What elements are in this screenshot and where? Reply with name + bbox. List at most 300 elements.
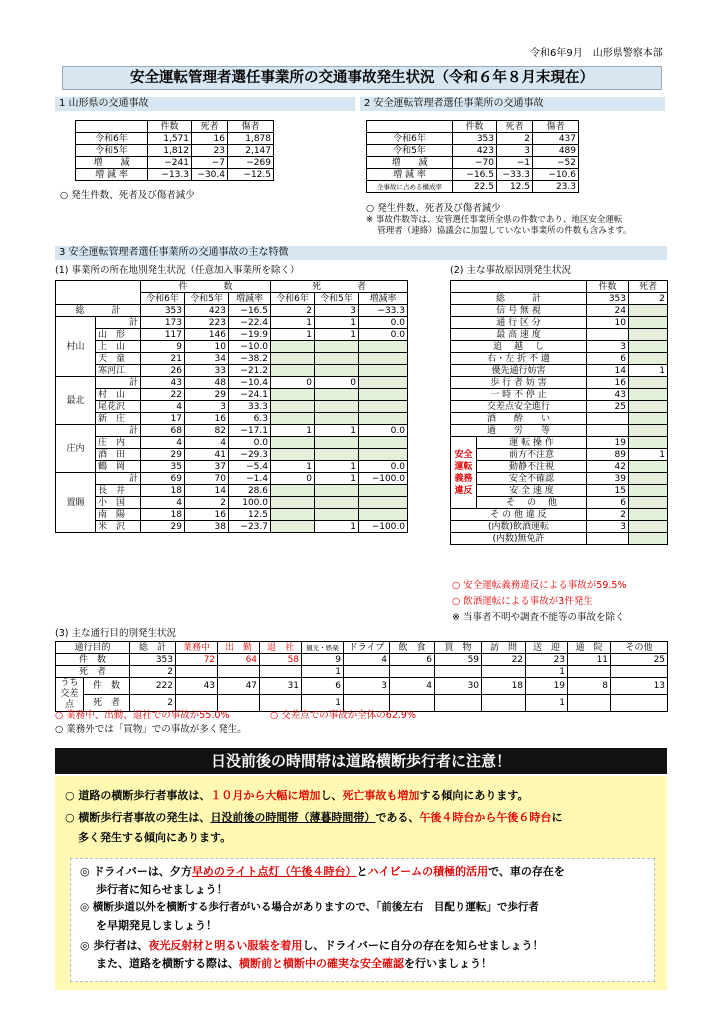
table-cell: 16 [587,377,629,389]
table-cell: −16.5 [229,305,271,317]
table-cell: 運 転 操 作 [477,437,587,449]
table-cell: 4 [141,497,185,509]
table-cell [629,341,668,353]
table-cell: 3 [344,678,390,695]
table-cell: −21.2 [229,365,271,377]
table-cell: 41 [185,449,229,461]
table-cell: そ の 他 違 反 [451,509,587,521]
table-cell: そ の 他 [477,497,587,509]
table-cell [271,449,315,461]
table-cell: −269 [228,157,274,169]
table-cell: −241 [148,157,192,169]
table-cell [587,425,629,437]
table-cell: 件 数 [56,654,130,666]
table-cell [315,509,359,521]
s2-note-1: ○ 発生件数、死者及び傷者減少 [366,203,501,214]
table-cell [568,695,611,712]
table-cell [315,437,359,449]
table-cell: 2 [130,695,176,712]
table-cell [390,695,435,712]
table-cell: 89 [587,449,629,461]
col-header: 傷者 [228,121,274,133]
table-cell [587,329,629,341]
table-location [55,280,408,533]
table-cell: 4 [344,654,390,666]
table-cell: 全事故に占める構成率 [367,181,453,193]
table-cell: 一 時 不 停 止 [451,389,587,401]
table-cell: 146 [185,329,229,341]
table-cell: 通 行 区 分 [451,317,587,329]
table-cell: 3 [587,521,629,533]
table-cell: 69 [141,473,185,485]
table-cell: 173 [141,317,185,329]
table-cell [359,341,408,353]
table-cell: 令和6年 [367,133,453,145]
table-cell: 死 者 [56,666,130,678]
page-title: 安全運転管理者選任事業所の交通事故発生状況（令和６年８月末現在） [62,66,662,90]
table-row [56,642,668,654]
table-cell: 安全運転義務違反 [451,437,477,509]
table-cell [359,401,408,413]
table-cell: 70 [185,473,229,485]
table-row [56,473,408,485]
table-row [56,413,408,425]
table-cell: 47 [218,678,260,695]
table-cell: 437 [533,133,579,145]
table-cell: 訪 問 [482,642,526,654]
table-cell [271,413,315,425]
table-cell [359,497,408,509]
table-cell: 14 [185,485,229,497]
advice-crossing-2: を早期発見しましょう！ [96,919,217,932]
table-cell [435,666,482,678]
table-cell: 通行目的 [56,642,130,654]
table-row [451,293,668,305]
table-cell: 業務中 [176,642,218,654]
table-cell: 423 [453,145,497,157]
table-cell: 38 [185,521,229,533]
table-cell: 6 [587,353,629,365]
table-cell: 4 [141,437,185,449]
table-cell: 0.0 [229,437,271,449]
table-cell [359,509,408,521]
table-cell: 24 [587,305,629,317]
table-cell [629,485,668,497]
table-cell [176,666,218,678]
table-row [451,449,668,461]
purpose-note-3: ○ 業務外では「買物」での事故が多く発生。 [55,724,247,735]
table-cell: 1 [271,317,315,329]
table-cell [629,329,668,341]
table-cell: −52 [533,157,579,169]
table-purpose [55,641,668,712]
table-cell: −100.0 [359,473,408,485]
table-cell: 1 [271,461,315,473]
table-cell [359,413,408,425]
table-cell: 43 [141,377,185,389]
table-cell: 令和5年 [76,145,148,157]
table-cell: 1 [271,425,315,437]
table-row [56,497,408,509]
table-cell [482,695,526,712]
table-cell: 43 [176,678,218,695]
section2-title: 2 安全運転管理者選任事業所の交通事故 [360,97,665,111]
table-cell: 退 社 [260,642,302,654]
table-cell: 18 [141,485,185,497]
table-cell [629,461,668,473]
purpose-note-2: ○ 交差点での事故が全体の62.9% [270,710,416,721]
table-cell: −10.4 [229,377,271,389]
table-cell: 0 [271,473,315,485]
table-cell: −22.4 [229,317,271,329]
table-row [451,533,668,545]
table-cell: 計 [96,377,141,389]
cause-note-1: ○ 安全運転義務違反による事故が59.5% [452,580,627,591]
table-row [56,365,408,377]
table-cell: 酒 田 [96,449,141,461]
table-cell: 新 庄 [96,413,141,425]
table-cell: 令和5年 [185,293,229,305]
table-cell: 天 童 [96,353,141,365]
table-cell: 鶴 岡 [96,461,141,473]
table-cell: 2 [497,133,533,145]
table-cell: 2 [587,509,629,521]
table-cell: 増 減 率 [76,169,148,181]
table-cell: 出 勤 [218,642,260,654]
table-cell: 30 [435,678,482,695]
table-cell [611,666,668,678]
table-cell: 令和6年 [271,293,315,305]
table-cell: 29 [141,449,185,461]
table-row [451,365,668,377]
table-cell: 68 [141,425,185,437]
table-row [56,329,408,341]
table-cell: 12.5 [229,509,271,521]
table-cell [315,401,359,413]
table-cell [629,413,668,425]
table-cell: 18 [482,678,526,695]
table-row [56,666,668,678]
table-cell: 1 [315,425,359,437]
table-cell: 34 [185,353,229,365]
table-row [451,329,668,341]
table-cell: ドライブ [344,642,390,654]
table-cell [271,509,315,521]
cause-note-2: ○ 飲酒運転による事故が3件発生 [452,596,593,607]
table-cell: 353 [587,293,629,305]
table-cell: 増減率 [229,293,271,305]
table-cell: 酒 酔 い [451,413,587,425]
table-cell: 令和5年 [315,293,359,305]
table-cell: 信 号 無 視 [451,305,587,317]
table-cell: 歩 行 者 妨 害 [451,377,587,389]
warning-line-2: ○ 横断歩行者事故の発生は、日没前後の時間帯（薄暮時間帯）である、午後４時台から午後６時台に [65,811,563,824]
table-cell: 追 越 し [451,341,587,353]
table-row [56,695,668,712]
table-cell: 222 [130,678,176,695]
header-org: 令和6年9月 山形県警察本部 [530,48,663,59]
table-cell [611,695,668,712]
blank-header [451,281,587,293]
table-cell: 令和6年 [141,293,185,305]
col-header: 件数 [453,121,497,133]
advice-pedestrian-2: また、道路を横断する際は、横断前と横断中の確実な安全確認を行いましょう！ [96,957,492,970]
table-row [451,509,668,521]
table-cell: 前方不注意 [477,449,587,461]
table-cell: 15 [587,485,629,497]
table-cell: −70 [453,157,497,169]
table-cell: 総 計 [56,305,141,317]
table-cell: 9 [141,341,185,353]
table-cell [271,365,315,377]
table-cell: 令和6年 [76,133,148,145]
table-causes [450,280,668,545]
table-row [451,341,668,353]
table-cell: 小 国 [96,497,141,509]
table-cell: −5.4 [229,461,271,473]
table-cell: 0 [271,377,315,389]
purpose-note-1: ○ 業務中、出勤、退社での事故が55.0% [55,710,230,721]
table-row [451,389,668,401]
section3-title: 3 安全運転管理者選任事業所の交通事故の主な特徴 [55,246,667,260]
table-cell: 最北 [56,377,96,425]
sub2-title: (2) 主な事故原因別発生状況 [450,265,571,276]
table-cell: 庄 内 [96,437,141,449]
table-cell: −12.5 [228,169,274,181]
advice-driver: ◎ ドライバーは、夕方早めのライト点灯（午後４時台）とハイビームの積極的活用で、車の存在を [80,865,565,878]
table-cell: 39 [587,473,629,485]
table-cell: 11 [568,654,611,666]
table-row [451,413,668,425]
table-cell: 6 [587,497,629,509]
table-row [451,473,668,485]
table-cell: 米 沢 [96,521,141,533]
table-row [56,485,408,497]
table-s2 [366,120,579,193]
table-row [56,678,668,695]
table-cell [271,389,315,401]
table-cell: 19 [587,437,629,449]
table-row [56,377,408,389]
table-cell: 14 [587,365,629,377]
warning-line-3: 多く発生する傾向にあります。 [78,831,232,844]
table-cell: 1 [302,695,344,712]
table-cell: 令和5年 [367,145,453,157]
table-cell: 8 [568,678,611,695]
table-cell: 総 計 [451,293,587,305]
table-cell: 22 [141,389,185,401]
table-cell: 223 [185,317,229,329]
table-cell: 2 [185,497,229,509]
table-row [451,497,668,509]
table-cell: −7 [192,157,228,169]
col-header: 死者 [192,121,228,133]
table-cell: −1 [497,157,533,169]
table-cell: 64 [218,654,260,666]
table-cell [315,485,359,497]
table-cell [359,353,408,365]
table-cell: 置賜 [56,473,96,533]
table-row [56,317,408,329]
table-cell [629,521,668,533]
table-cell [260,666,302,678]
table-row [367,157,579,169]
table-cell: −33.3 [497,169,533,181]
table-cell [315,353,359,365]
table-cell: 南 陽 [96,509,141,521]
table-row [451,305,668,317]
table-cell: 飲 食 [390,642,435,654]
table-cell: 17 [141,413,185,425]
table-cell: 33 [185,365,229,377]
table-cell: 送 迎 [526,642,568,654]
table-row [451,521,668,533]
table-cell: (内数)飲酒運転 [451,521,587,533]
table-cell: 村 山 [96,389,141,401]
advice-driver-2: 歩行者に知らせましょう！ [96,883,228,896]
table-row [451,377,668,389]
table-cell: 37 [185,461,229,473]
table-cell: −100.0 [359,521,408,533]
table-cell: 2 [271,305,315,317]
table-cell [629,389,668,401]
table-cell [390,666,435,678]
table-cell [568,666,611,678]
table-cell: 1 [315,329,359,341]
table-row [76,133,274,145]
table-cell: 31 [260,678,302,695]
table-row [451,485,668,497]
table-cell: 35 [141,461,185,473]
table-cell: 2 [130,666,176,678]
table-cell [218,695,260,712]
table-cell: 26 [141,365,185,377]
table-cell [271,341,315,353]
table-cell [271,401,315,413]
table-row [56,389,408,401]
table-row [367,133,579,145]
table-cell: 1 [629,365,668,377]
table-cell: (内数)無免許 [451,533,587,545]
table-cell [271,485,315,497]
table-cell [271,521,315,533]
table-cell: 23 [526,654,568,666]
table-cell [359,449,408,461]
table-cell: 10 [185,341,229,353]
header-kensu: 件 数 [141,281,271,293]
sub3-title: (3) 主な通行目的別発生状況 [55,628,176,639]
table-cell: 117 [141,329,185,341]
table-row [56,461,408,473]
table-cell: 1 [315,317,359,329]
table-cell [218,666,260,678]
table-s1 [75,120,274,181]
blank-header [367,121,453,133]
table-cell: 村山 [56,317,96,377]
table-row [56,449,408,461]
table-cell: 6 [390,654,435,666]
table-cell: −33.3 [359,305,408,317]
table-cell [629,533,668,545]
table-cell: −10.0 [229,341,271,353]
table-cell: 安 全 速 度 [477,485,587,497]
table-row [56,521,408,533]
table-cell: 安全不確認 [477,473,587,485]
table-cell [344,695,390,712]
table-cell: 1 [526,695,568,712]
warning-line-1: ○ 道路の横断歩行者事故は、１０月から大幅に増加し、死亡事故も増加する傾向にあります。 [65,789,529,802]
table-cell: 43 [587,389,629,401]
table-cell: 22 [482,654,526,666]
table-row [76,169,274,181]
table-cell: 6.3 [229,413,271,425]
table-cell: 23.3 [533,181,579,193]
table-cell: 1,812 [148,145,192,157]
col-header: 件数 [148,121,192,133]
table-cell: 最 高 速 度 [451,329,587,341]
table-cell [315,413,359,425]
table-cell: −29.3 [229,449,271,461]
table-cell: 353 [141,305,185,317]
table-cell: 58 [260,654,302,666]
table-row [451,317,668,329]
table-cell: 19 [526,678,568,695]
table-cell: 25 [587,401,629,413]
blank-header [56,281,141,305]
table-cell [359,485,408,497]
table-cell: 山 形 [96,329,141,341]
table-cell: −1.4 [229,473,271,485]
table-cell: 3 [497,145,533,157]
table-cell [315,389,359,401]
s1-note: ○ 発生件数、死者及び傷者減少 [60,190,195,201]
table-row [451,437,668,449]
table-cell: 通 院 [568,642,611,654]
table-cell: 16 [192,133,228,145]
col-header: 死者 [497,121,533,133]
table-row [56,509,408,521]
table-cell [176,695,218,712]
table-cell: 上 山 [96,341,141,353]
table-cell: 1 [271,329,315,341]
col-header: 死者 [629,281,668,293]
table-cell: 423 [185,305,229,317]
table-cell: 353 [130,654,176,666]
table-cell: 22.5 [453,181,497,193]
section1-title: 1 山形県の交通事故 [55,97,355,111]
table-cell: 59 [435,654,482,666]
table-cell [435,695,482,712]
table-cell: 計 [96,473,141,485]
header-shisha: 死 者 [271,281,408,293]
table-cell [587,533,629,545]
table-row [76,145,274,157]
table-cell: 82 [185,425,229,437]
table-cell: 0.0 [359,329,408,341]
table-cell [629,473,668,485]
advice-crossing: ◎ 横断歩道以外を横断する歩行者がいる場合がありますので、「前後左右 目配り運転」で歩行者 [80,901,539,913]
table-cell: 16 [185,413,229,425]
table-cell: −17.1 [229,425,271,437]
table-cell: −30.4 [192,169,228,181]
table-cell: 9 [302,654,344,666]
table-cell: 16 [185,509,229,521]
table-cell: −38.2 [229,353,271,365]
table-row [367,145,579,157]
table-cell [629,377,668,389]
table-cell [315,341,359,353]
table-cell [315,365,359,377]
